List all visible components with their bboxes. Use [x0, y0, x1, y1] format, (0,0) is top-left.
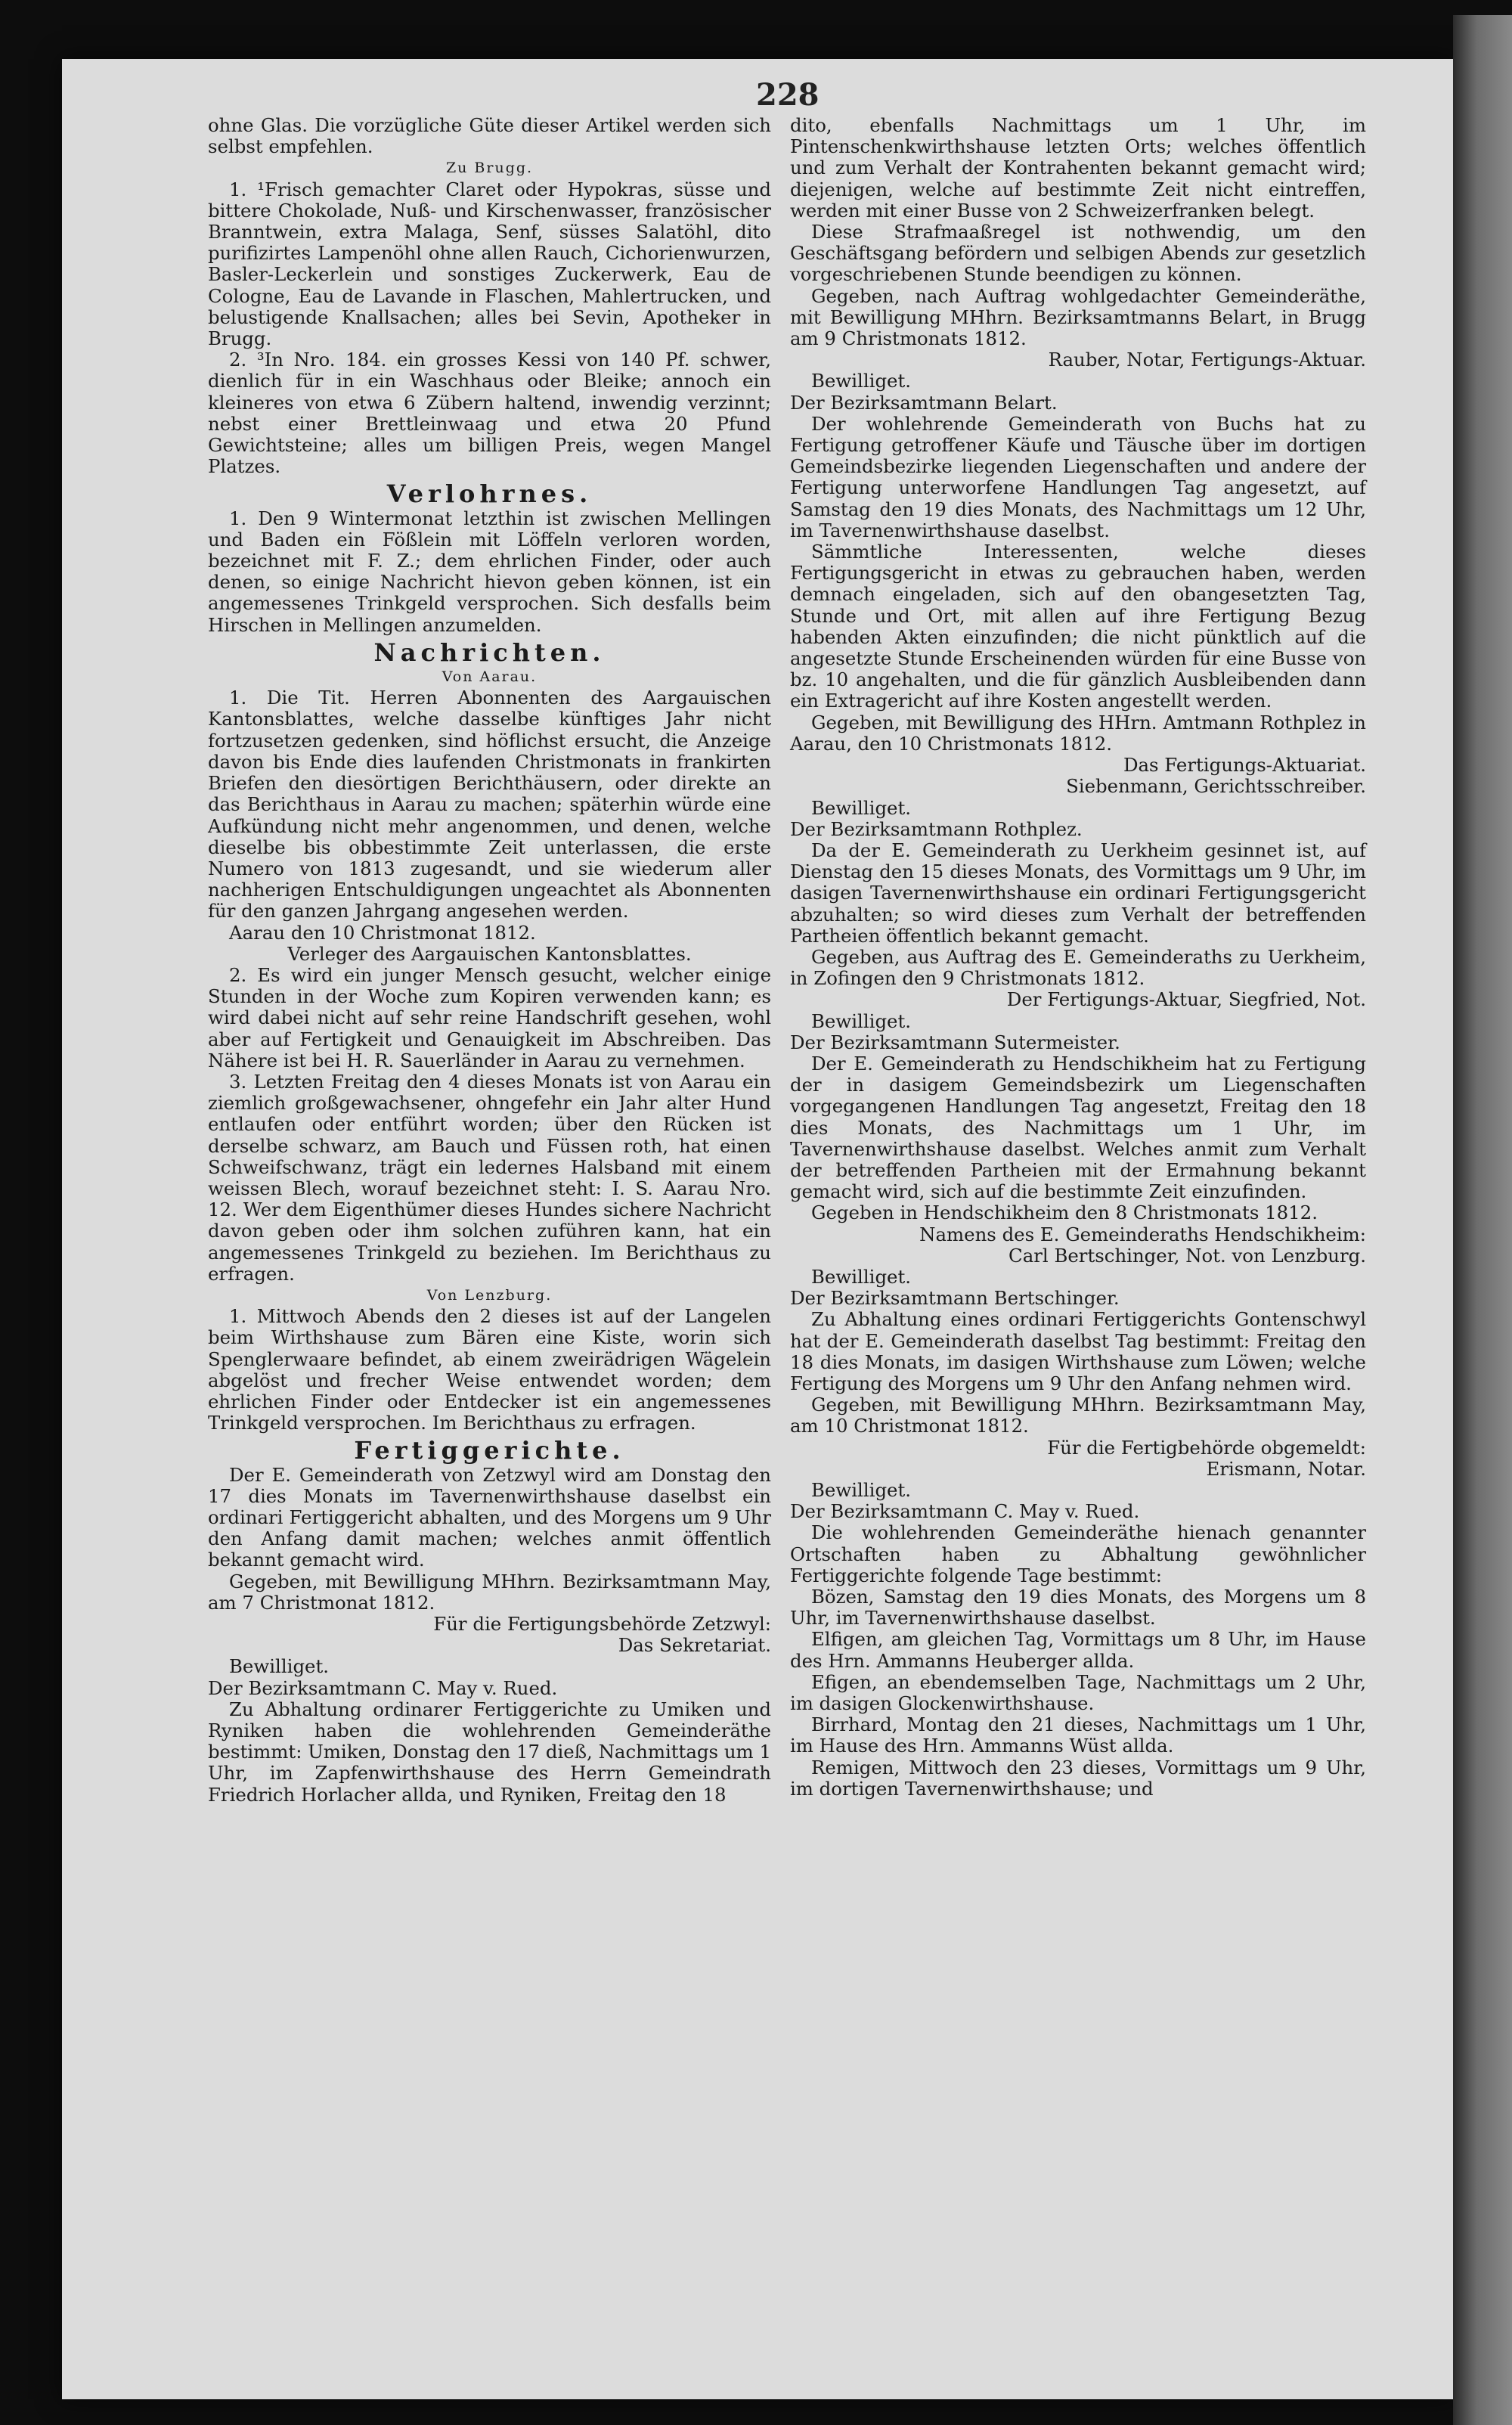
right-column-paragraph: Der Bezirksamtmann C. May v. Rued.	[790, 1500, 1140, 1523]
left-column-paragraph: Für die Fertigungsbehörde Zetzwyl:	[433, 1613, 771, 1636]
left-column-paragraph: ohne Glas. Die vorzügliche Güte dieser Artikel werden sich selbst empfehlen.	[208, 114, 771, 158]
right-column-paragraph: Gegeben, nach Auftrag wohlgedachter Gemeinderäthe, mit Bewilligung MHhrn. Bezirksamtmanns Belart, in Brugg am 9 Christmonats 1812.	[790, 284, 1366, 350]
right-column-paragraph: Der Bezirksamtmann Bertschinger.	[790, 1287, 1120, 1310]
left-column-paragraph: Zu Abhaltung ordinarer Fertiggerichte zu Umiken und Ryniken haben die wohlehrenden Gemeinderäthe bestimmt: Umiken, Donstag den 17 dieß, Nachmittags um 1 Uhr, im Zapfenwirthshause des Herrn Gemeindrath Friedrich Horlacher allda, und Ryniken, Freitag den 18	[208, 1698, 771, 1806]
right-column-paragraph: Das Fertigungs-Aktuariat.	[1123, 754, 1366, 777]
right-column-paragraph: Bewilliget.	[811, 1479, 912, 1501]
right-column-paragraph: Bewilliget.	[811, 1009, 912, 1032]
left-column	[208, 115, 771, 1806]
right-column-paragraph: Da der E. Gemeinderath zu Uerkheim gesinnet ist, auf Dienstag den 15 dieses Monats, des Vormittags um 9 Uhr, im dasigen Tavernenwirthshause ein ordinari Fertigungsgericht abzuhalten; so wird dieses zum Verhalt der betreffenden Partheien öffentlich bekannt gemacht.	[790, 839, 1366, 947]
right-column	[790, 115, 1366, 1800]
left-column-paragraph: Der Bezirksamtmann C. May v. Rued.	[208, 1676, 558, 1699]
right-column-paragraph: Bewilliget.	[811, 370, 912, 392]
page-number: 228	[756, 77, 820, 113]
right-column-paragraph: Die wohlehrenden Gemeinderäthe hienach genannter Ortschaften haben zu Abhaltung gewöhnlicher Fertiggerichte folgende Tage bestimmt:	[790, 1521, 1366, 1586]
right-column-paragraph: Gegeben, mit Bewilligung des HHrn. Amtmann Rothplez in Aarau, den 10 Christmonats 1812.	[790, 711, 1366, 755]
left-column-paragraph: 1. Den 9 Wintermonat letzthin ist zwischen Mellingen und Baden ein Fößlein mit Löffeln verloren worden, bezeichnet mit F. Z.; dem ehrlichen Finder, oder auch denen, so einige Nachricht hievon geben können, ist ein angemessenes Trinkgeld versprochen. Sich desfalls beim Hirschen in Mellingen anzumelden.	[208, 507, 771, 636]
right-column-paragraph: Birrhard, Montag den 21 dieses, Nachmittags um 1 Uhr, im Hause des Hrn. Ammanns Wüst allda.	[790, 1713, 1366, 1757]
left-column-paragraph: 2. ³In Nro. 184. ein grosses Kessi von 140 Pf. schwer, dienlich für in ein Waschhaus oder Bleike; annoch ein kleineres von etwa 6 Zübern haltend, inwendig verzinnt; nebst einer Brettleinwaag und etwa 20 Pfund Gewichtsteine; alles um billigen Preis, wegen Mangel Platzes.	[208, 349, 771, 478]
right-column-paragraph: Der Bezirksamtmann Sutermeister.	[790, 1031, 1120, 1053]
left-column-paragraph: Gegeben, mit Bewilligung MHhrn. Bezirksamtmann May, am 7 Christmonat 1812.	[208, 1570, 771, 1614]
right-column-paragraph: dito, ebenfalls Nachmittags um 1 Uhr, im Pintenschenkwirthshause letzten Orts; welches öffentlich und zum Verhalt der Kontrahenten bekannt gemacht wird; diejenigen, welche auf bestimmte Zeit nicht eintreffen, werden mit einer Busse von 2 Schweizerfranken belegt.	[790, 114, 1366, 222]
right-column-paragraph: Rauber, Notar, Fertigungs-Aktuar.	[1048, 349, 1366, 371]
right-column-paragraph: Zu Abhaltung eines ordinari Fertiggerichts Gontenschwyl hat der E. Gemeinderath daselbst Tag bestimmt: Freitag den 18 dies Monats, im dasigen Wirthshause zum Löwen; welche Fertigung des Morgens um 9 Uhr den Anfang nehmen wird.	[790, 1308, 1366, 1394]
right-column-paragraph: Der wohlehrende Gemeinderath von Buchs hat zu Fertigung getroffener Käufe und Täusche über im dortigen Gemeindsbezirke liegenden Liegenschaften und andere der Fertigung unterworfene Handlungen Tag angesetzt, auf Samstag den 19 dies Monats, des Nachmittags um 12 Uhr, im Tavernenwirthshause daselbst.	[790, 412, 1366, 541]
adjacent-page-edge	[1453, 15, 1512, 2425]
right-column-paragraph: Der Bezirksamtmann Belart.	[790, 391, 1058, 414]
right-column-paragraph: Erismann, Notar.	[1206, 1457, 1366, 1480]
left-column-paragraph: 2. Es wird ein junger Mensch gesucht, welcher einige Stunden in der Woche zum Kopiren verwenden kann; es wird dabei nicht auf sehr reine Handschrift gesehen, wohl aber auf Fertigkeit und Genauigkeit im Abschreiben. Das Nähere ist bei H. R. Sauerländer in Aarau zu vernehmen.	[208, 963, 771, 1071]
right-column-paragraph: Bözen, Samstag den 19 dies Monats, des Morgens um 8 Uhr, im Tavernenwirthshause daselbst.	[790, 1586, 1366, 1630]
right-column-paragraph: Diese Strafmaaßregel ist nothwendig, um den Geschäftsgang befördern und selbigen Abends zur gesetzlich vorgeschriebenen Stunde beendigen zu können.	[790, 221, 1366, 286]
left-column-paragraph: Aarau den 10 Christmonat 1812.	[229, 921, 536, 944]
left-column-paragraph: Verlohrnes.	[386, 479, 593, 509]
right-column-paragraph: Gegeben, aus Auftrag des E. Gemeinderaths zu Uerkheim, in Zofingen den 9 Christmonats 1812.	[790, 945, 1366, 990]
right-column-paragraph: Gegeben in Hendschikheim den 8 Christmonats 1812.	[811, 1202, 1318, 1224]
right-column-paragraph: Sämmtliche Interessenten, welche dieses Fertigungsgericht in etwas zu gebrauchen haben, werden demnach eingeladen, sich auf den obangesetzten Tag, Stunde und Ort, mit allen auf ihre Fertigung Bezug habenden Akten einzufinden; die nicht pünktlich auf die angesetzte Stunde Erscheinenden würden für eine Busse von bz. 10 angehalten, und die für gänzlich Ausbleibenden dann ein Extragericht auf ihre Kosten angestellt werden.	[790, 541, 1366, 712]
left-column-paragraph: 1. Die Tit. Herren Abonnenten des Aargauischen Kantonsblattes, welche dasselbe künftiges Jahr nicht fortzusetzen gedenken, sind höflichst ersucht, die Anzeige davon bis Ende dies laufenden Christmonats in frankirten Briefen den diesörtigen Berichthäusern, oder direkte an das Berichthaus in Aarau zu machen; späterhin würde eine Aufkündung nicht mehr angenommen, und denen, welche dieselbe bis obbestimmte Zeit unterlassen, die erste Numero von 1813 zugesandt, und sie wiederum aller nachherigen Entschuldigungen ungeachtet als Abonnenten für den ganzen Jahrgang angesehen werden.	[208, 687, 771, 923]
left-column-paragraph: Zu Brugg.	[445, 160, 534, 177]
left-column-paragraph: Von Aarau.	[442, 668, 538, 686]
right-column-paragraph: Der Fertigungs-Aktuar, Siegfried, Not.	[1006, 988, 1366, 1011]
left-column-paragraph: 1. ¹Frisch gemachter Claret oder Hypokras, süsse und bittere Chokolade, Nuß- und Kirschenwasser, französischer Branntwein, extra Malaga, Senf, süsses Salatöhl, dito purifizirtes Lampenöhl ohne allen Rauch, Cichorienwurzen, Basler-Leckerlein und sonstiges Zuckerwerk, Eau de Cologne, Eau de Lavande in Flaschen, Mahlertrucken, und belustigende Knallsachen; alles bei Sevin, Apotheker in Brugg.	[208, 178, 771, 350]
left-column-paragraph: 1. Mittwoch Abends den 2 dieses ist auf der Langelen beim Wirthshause zum Bären eine Kiste, worin sich Spenglerwaare befindet, ab einem zweirädrigen Wägelein abgelöst und frecher Weise entwendet worden; dem ehrlichen Finder oder Entdecker ist ein angemessenes Trinkgeld versprochen. Im Berichthaus zu erfragen.	[208, 1305, 771, 1434]
right-column-paragraph: Remigen, Mittwoch den 23 dieses, Vormittags um 9 Uhr, im dortigen Tavernenwirthshause; und	[790, 1756, 1366, 1800]
left-column-paragraph: Bewilliget.	[229, 1655, 330, 1678]
left-column-paragraph: Das Sekretariat.	[618, 1634, 771, 1657]
right-column-paragraph: Bewilliget.	[811, 796, 912, 819]
right-column-paragraph: Namens des E. Gemeinderaths Hendschikheim:	[919, 1223, 1366, 1245]
left-column-paragraph: Verleger des Aargauischen Kantonsblattes.	[287, 942, 692, 965]
right-column-paragraph: Efigen, an ebendemselben Tage, Nachmittags um 2 Uhr, im dasigen Glockenwirthshause.	[790, 1670, 1366, 1715]
right-column-paragraph: Bewilliget.	[811, 1265, 912, 1288]
right-column-paragraph: Der E. Gemeinderath zu Hendschikheim hat zu Fertigung der in dasigem Gemeindsbezirk um Liegenschaften vorgegangenen Handlungen Tag angesetzt, Freitag den 18 dies Monats, des Nachmittags um 1 Uhr, im Tavernenwirthshause daselbst. Welches anmit zum Verhalt der betreffenden Partheien mit der Ermahnung bekannt gemacht wird, sich auf die bestimmte Zeit einzufinden.	[790, 1052, 1366, 1203]
right-column-paragraph: Für die Fertigbehörde obgemeldt:	[1047, 1436, 1366, 1459]
left-column-paragraph: Von Lenzburg.	[426, 1286, 553, 1304]
right-column-paragraph: Siebenmann, Gerichtsschreiber.	[1066, 775, 1366, 798]
right-column-paragraph: Der Bezirksamtmann Rothplez.	[790, 817, 1083, 840]
right-column-paragraph: Elfigen, am gleichen Tag, Vormittags um 8 Uhr, im Hause des Hrn. Ammanns Heuberger allda.	[790, 1628, 1366, 1672]
left-column-paragraph: Nachrichten.	[373, 637, 606, 667]
left-column-paragraph: Der E. Gemeinderath von Zetzwyl wird am Donstag den 17 dies Monats im Tavernenwirthshause daselbst ein ordinari Fertiggericht abhalten, und des Morgens um 9 Uhr den Anfang damit machen; welches anmit öffentlich bekannt gemacht wird.	[208, 1463, 771, 1571]
right-column-paragraph: Gegeben, mit Bewilligung MHhrn. Bezirksamtmann May, am 10 Christmonat 1812.	[790, 1394, 1366, 1437]
right-column-paragraph: Carl Bertschinger, Not. von Lenzburg.	[1009, 1244, 1366, 1267]
left-column-paragraph: Fertiggerichte.	[354, 1436, 625, 1465]
left-column-paragraph: 3. Letzten Freitag den 4 dieses Monats ist von Aarau ein ziemlich großgewachsener, ohngefehr ein Jahr alter Hund entlaufen oder entführt worden; über den Rücken ist derselbe schwarz, am Bauch und Füssen roth, hat einen Schweifschwanz, trägt ein ledernes Halsband mit einem weissen Blech, worauf bezeichnet steht: I. S. Aarau Nro. 12. Wer dem Eigenthümer dieses Hundes sichere Nachricht davon geben oder ihm solchen zuführen kann, hat ein angemessenes Trinkgeld zu beziehen. Im Berichthaus zu erfragen.	[208, 1070, 771, 1285]
